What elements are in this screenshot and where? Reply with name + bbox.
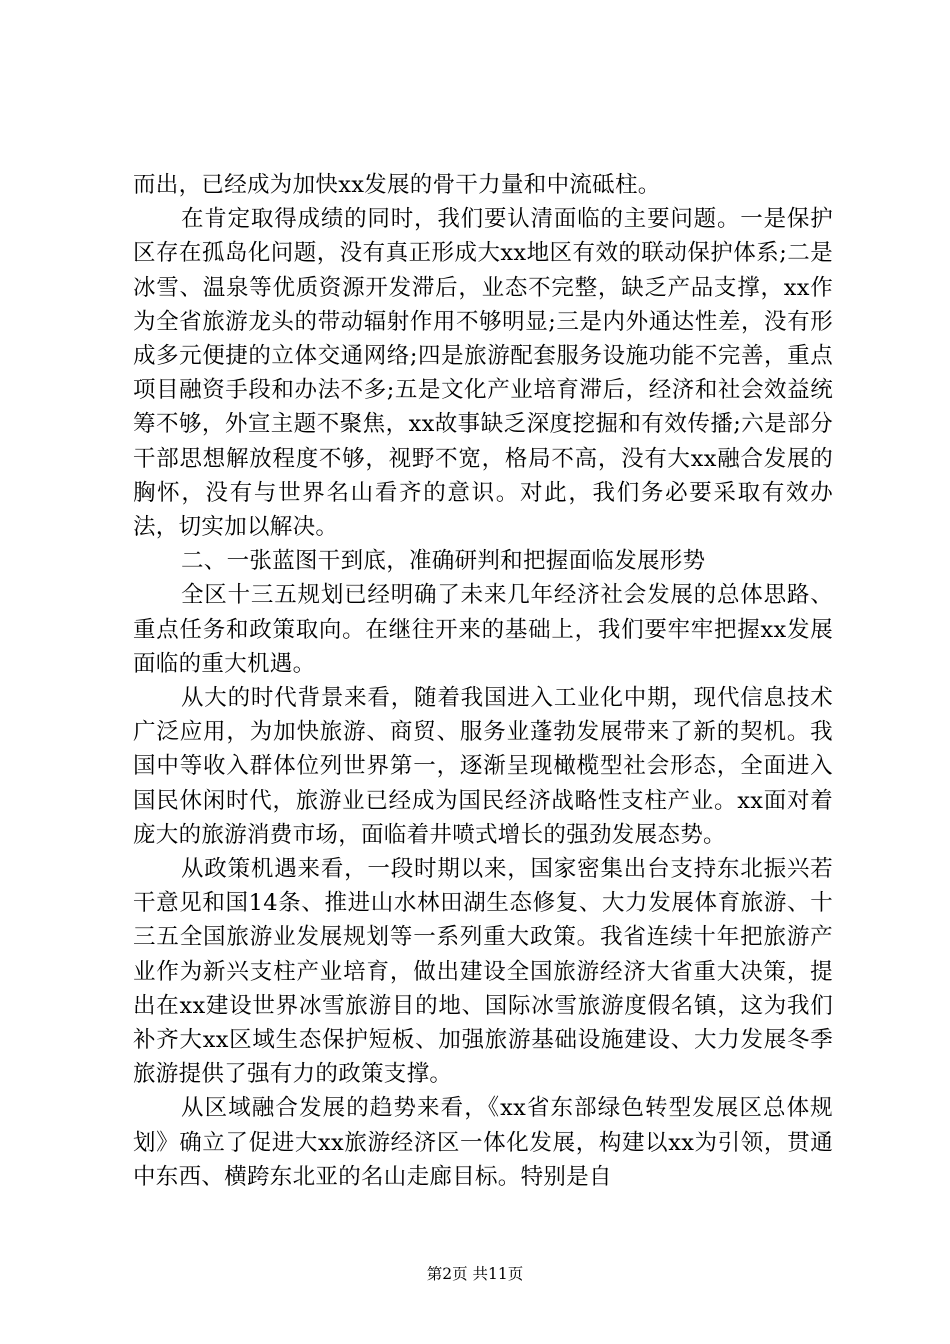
paragraph-3: 全区十三五规划已经明确了未来几年经济社会发展的总体思路、重点任务和政策取向。在继往开来的基础上，我们要牢牢把握xx发展面临的重大机遇。 [133,582,833,677]
paragraph-1: 而出，已经成为加快xx发展的骨干力量和中流砥柱。 [133,172,661,198]
page-number: 第2页 共11页 [426,1265,524,1283]
paragraph-6: 从区域融合发展的趋势来看，《xx省东部绿色转型发展区总体规划》确立了促进大xx旅游经济区一体化发展，构建以xx为引领，贯通中东西、横跨东北亚的名山走廊目标。特别是自 [133,1095,833,1190]
section-heading: 二、一张蓝图干到底，准确研判和把握面临发展形势 [181,548,706,575]
page-footer [0,1264,950,1284]
paragraph-4: 从大的时代背景来看，随着我国进入工业化中期，现代信息技术广泛应用，为加快旅游、商贸、服务业蓬勃发展带来了新的契机。我国中等收入群体位列世界第一，逐渐呈现橄榄型社会形态，全面进入国民休闲时代，旅游业已经成为国民经济战略性支柱产业。xx面对着庞大的旅游消费市场，面临着井喷式增长的强劲发展态势。 [133,685,833,848]
document-body [133,168,833,1194]
paragraph-2: 在肯定取得成绩的同时，我们要认清面临的主要问题。一是保护区存在孤岛化问题，没有真正形成大xx地区有效的联动保护体系;二是冰雪、温泉等优质资源开发滞后，业态不完整，缺乏产品支撑，xx作为全省旅游龙头的带动辐射作用不够明显;三是内外通达性差，没有形成多元便捷的立体交通网络;四是旅游配套服务设施功能不完善，重点项目融资手段和办法不多;五是文化产业培育滞后，经济和社会效益统筹不够，外宣主题不聚焦，xx故事缺乏深度挖掘和有效传播;六是部分干部思想解放程度不够，视野不宽，格局不高，没有大xx融合发展的胸怀，没有与世界名山看齐的意识。对此，我们务必要采取有效办法，切实加以解决。 [133,206,833,541]
paragraph-5: 从政策机遇来看，一段时期以来，国家密集出台支持东北振兴若干意见和国14条、推进山水林田湖生态修复、大力发展体育旅游、十三五全国旅游业发展规划等一系列重大政策。我省连续十年把旅游产业作为新兴支柱产业培育，做出建设全国旅游经济大省重大决策，提出在xx建设世界冰雪旅游目的地、国际冰雪旅游度假名镇，这为我们补齐大xx区域生态保护短板、加强旅游基础设施建设、大力发展冬季旅游提供了强有力的政策支撑。 [133,856,833,1088]
